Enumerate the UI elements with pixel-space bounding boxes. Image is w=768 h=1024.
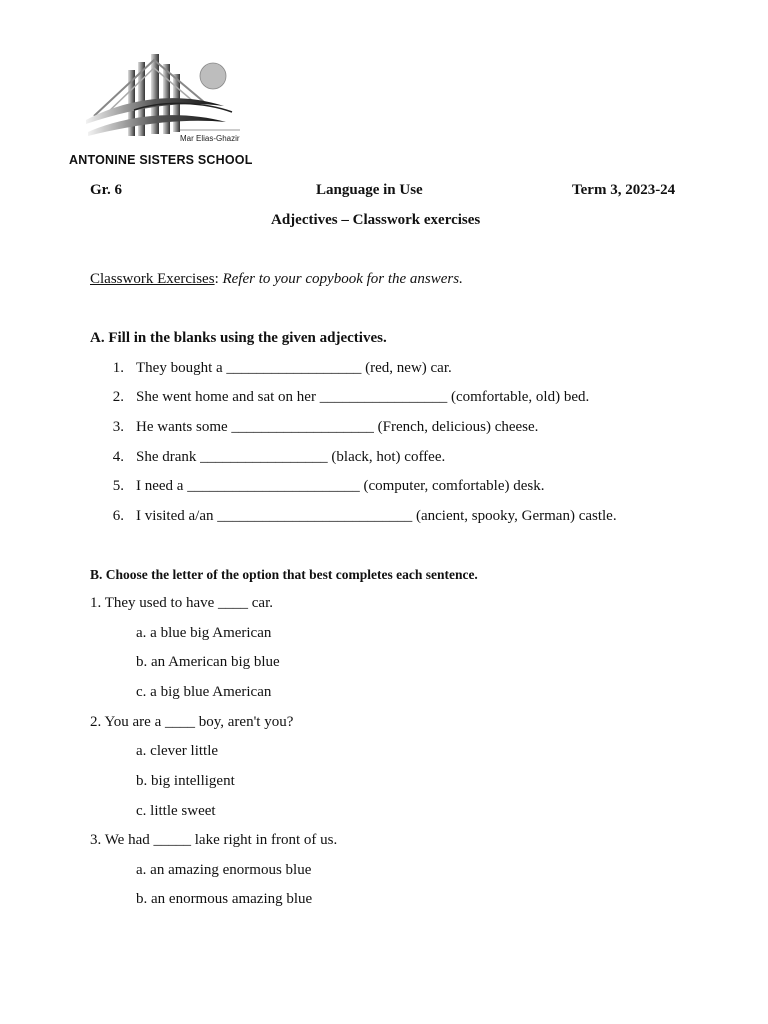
section-a-item-number: 3. (112, 419, 124, 435)
section-b-option: b. big intelligent (136, 773, 235, 789)
page-title: Adjectives – Classwork exercises (271, 212, 481, 228)
instructions-label: Classwork Exercises (90, 271, 215, 287)
section-b-option: c. little sweet (136, 803, 216, 819)
school-branch-label: Mar Elias-Ghazir (180, 134, 240, 143)
section-a-heading: A. Fill in the blanks using the given adjectives. (90, 330, 387, 346)
section-a-item: They bought a __________________ (red, new) car. (136, 360, 452, 376)
section-a-item: I need a _______________________ (computer, comfortable) desk. (136, 478, 545, 494)
section-b-question: 2. You are a ____ boy, aren't you? (90, 714, 294, 730)
section-a-item-number: 1. (112, 360, 124, 376)
section-a-item: She drank _________________ (black, hot) coffee. (136, 449, 446, 465)
grade-label: Gr. 6 (90, 182, 122, 198)
section-a-item: She went home and sat on her _________________ (comfortable, old) bed. (136, 389, 590, 405)
section-a-item-number: 5. (112, 478, 124, 494)
term-label: Term 3, 2023-24 (572, 182, 676, 198)
section-a-item: I visited a/an __________________________ (ancient, spooky, German) castle. (136, 508, 617, 524)
school-name: ANTONINE SISTERS SCHOOL (69, 153, 253, 167)
section-b-option: a. an amazing enormous blue (136, 862, 312, 878)
section-a-item-number: 4. (112, 449, 124, 465)
section-a-item-number: 6. (112, 508, 124, 524)
school-logo (64, 50, 254, 170)
section-b-question: 1. They used to have ____ car. (90, 595, 274, 611)
section-b-option: a. a blue big American (136, 625, 272, 641)
section-b-option: a. clever little (136, 743, 219, 759)
instructions-line (90, 270, 463, 288)
subject-label: Language in Use (316, 182, 423, 198)
section-b-option: c. a big blue American (136, 684, 272, 700)
section-b-option: b. an enormous amazing blue (136, 891, 313, 907)
section-b-option: b. an American big blue (136, 654, 280, 670)
instructions-separator: : (214, 271, 219, 287)
section-a-item-number: 2. (112, 389, 124, 405)
section-b-heading: B. Choose the letter of the option that best completes each sentence. (90, 567, 478, 582)
section-b-question: 3. We had _____ lake right in front of us. (90, 832, 338, 848)
instructions-text: Refer to your copybook for the answers. (222, 271, 463, 287)
section-a-item: He wants some ___________________ (French, delicious) cheese. (136, 419, 539, 435)
